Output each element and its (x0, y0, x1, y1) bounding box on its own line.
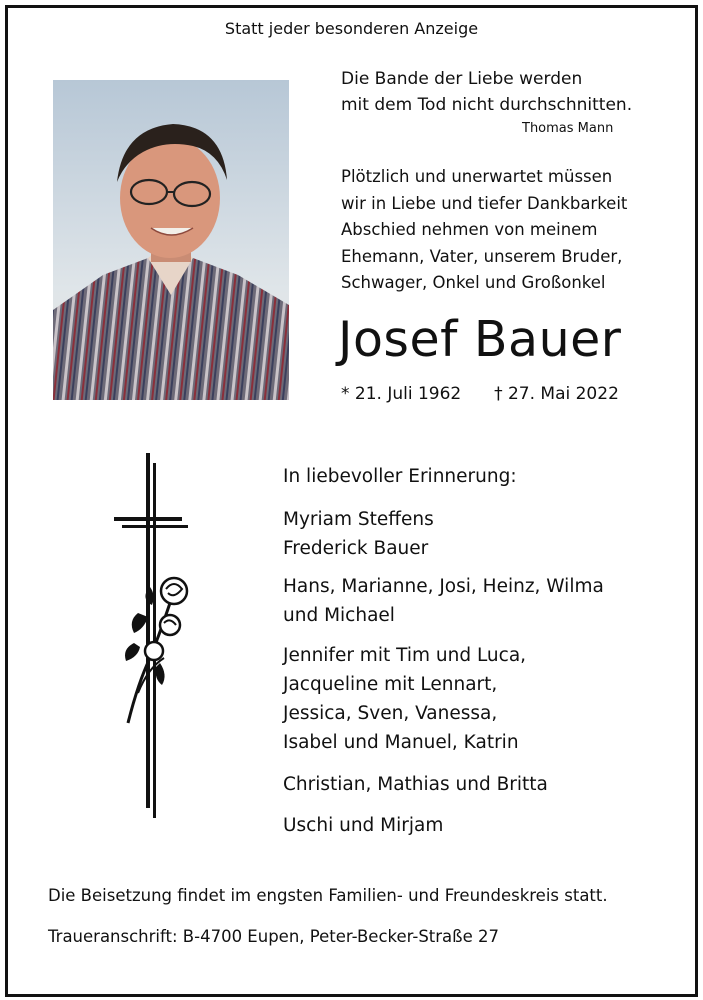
quote-line: Die Bande der Liebe werden (341, 69, 583, 89)
mourner-line: Christian, Mathias und Britta (283, 774, 548, 795)
mourner-line: Jacqueline mit Lennart, (283, 674, 498, 695)
mourner-group-5 (283, 811, 443, 840)
mourning-address: Traueranschrift: B-4700 Eupen, Peter-Becker-Straße 27 (48, 927, 499, 946)
quote-line: mit dem Tod nicht durchschnitten. (341, 95, 633, 115)
mourner-line: Jessica, Sven, Vanessa, (283, 703, 498, 724)
portrait-photo (53, 80, 289, 400)
intro-line: Schwager, Onkel und Großonkel (341, 273, 606, 292)
mourner-line: Uschi und Mirjam (283, 815, 444, 836)
quote-author: Thomas Mann (522, 121, 614, 136)
birth-date: * 21. Juli 1962 (341, 384, 462, 404)
intro-text (341, 164, 627, 297)
mourner-line: Isabel und Manuel, Katrin (283, 732, 519, 753)
quote (341, 66, 632, 118)
life-dates (341, 384, 619, 404)
intro-line: Ehemann, Vater, unserem Bruder, (341, 246, 623, 266)
memory-heading: In liebevoller Erinnerung: (283, 466, 517, 487)
mourner-line: und Michael (283, 605, 395, 626)
mourner-line: Frederick Bauer (283, 538, 429, 559)
burial-note: Die Beisetzung findet im engsten Familien- und Freundeskreis statt. (48, 886, 608, 905)
intro-line: Abschied nehmen von meinem (341, 220, 598, 239)
mourner-line: Hans, Marianne, Josi, Heinz, Wilma (283, 576, 604, 597)
mourner-group-3 (283, 641, 526, 757)
death-date: † 27. Mai 2022 (494, 384, 619, 404)
deceased-name: Josef Bauer (338, 311, 622, 368)
notice-header: Statt jeder besonderen Anzeige (224, 19, 479, 38)
mourner-group-2 (283, 572, 604, 630)
intro-line: Plötzlich und unerwartet müssen (341, 167, 613, 186)
cross-with-rose-icon (108, 453, 198, 823)
mourner-group-1 (283, 505, 434, 563)
mourner-line: Myriam Steffens (283, 509, 434, 530)
intro-line: wir in Liebe und tiefer Dankbarkeit (341, 193, 628, 213)
mourner-line: Jennifer mit Tim und Luca, (283, 645, 527, 666)
mourner-group-4 (283, 770, 548, 799)
